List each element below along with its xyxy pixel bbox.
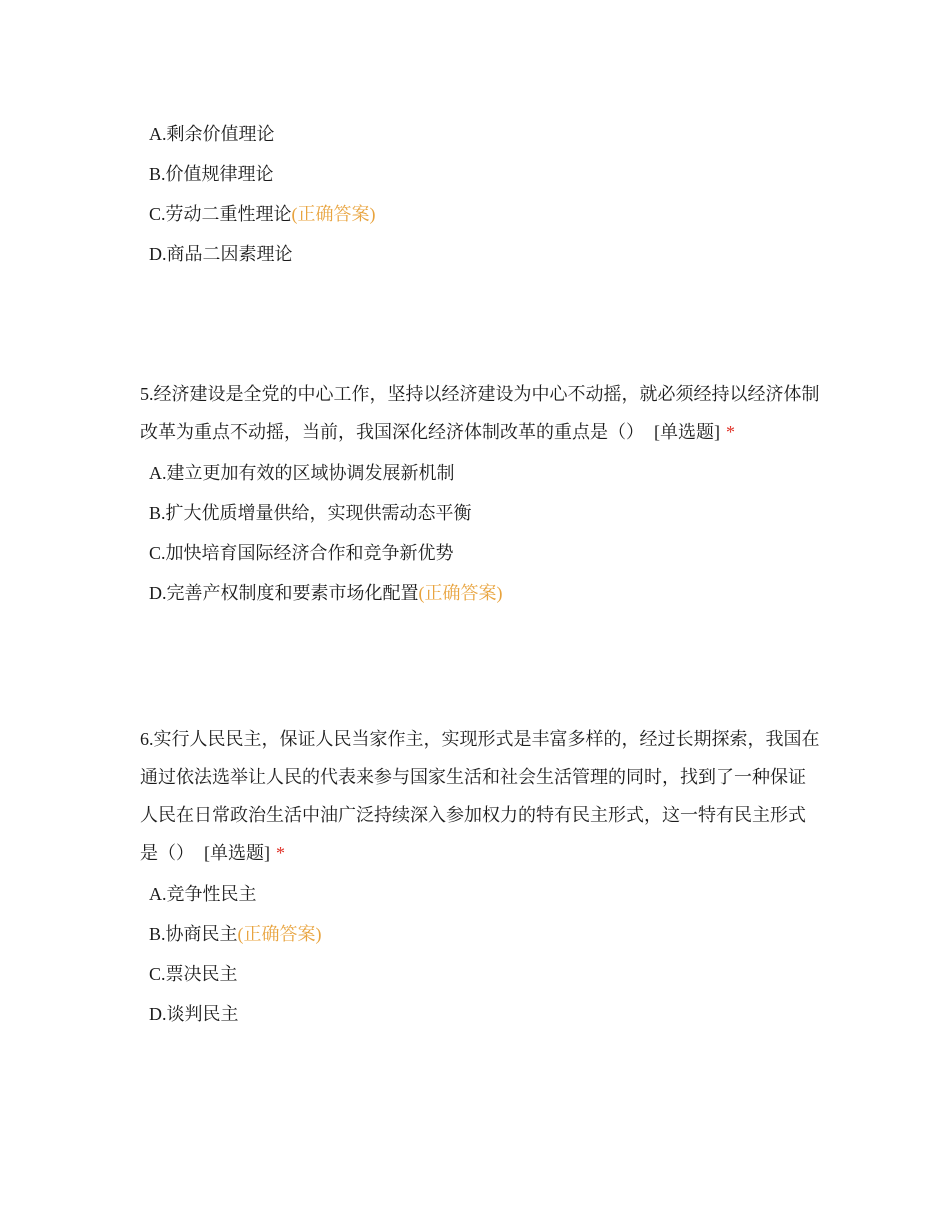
question-6-option-b: [140, 921, 820, 961]
option-text: 竞争性民主: [166, 884, 257, 904]
question-4-option-a: [140, 121, 820, 161]
option-text: 票决民主: [165, 964, 238, 984]
option-text: 剩余价值理论: [166, 124, 275, 144]
option-letter: C.: [149, 543, 166, 563]
required-mark: *: [276, 843, 285, 863]
correct-answer-tag: (正确答案): [291, 204, 376, 224]
option-text: 加快培育国际经济合作和竞争新优势: [165, 543, 454, 563]
question-5-option-d: [140, 580, 820, 620]
option-letter: C.: [149, 204, 166, 224]
question-5-option-c: [140, 540, 820, 580]
question-4-option-c: [140, 201, 820, 241]
option-text: 商品二因素理论: [166, 244, 293, 264]
option-text: 建立更加有效的区域协调发展新机制: [166, 463, 455, 483]
question-4-block: [140, 121, 820, 281]
option-letter: A.: [149, 884, 167, 904]
question-6-options: [140, 881, 820, 1041]
option-letter: B.: [149, 164, 166, 184]
question-type-label: [单选题]: [654, 422, 720, 442]
option-text: 价值规律理论: [165, 164, 274, 184]
question-5-stem: [140, 375, 820, 451]
option-text: 完善产权制度和要素市场化配置: [166, 583, 419, 603]
option-letter: C.: [149, 964, 166, 984]
option-letter: B.: [149, 924, 166, 944]
question-6-option-c: [140, 961, 820, 1001]
question-6-stem: [140, 720, 820, 872]
option-text: 协商民主: [165, 924, 238, 944]
question-5-option-a: [140, 460, 820, 500]
question-type-label: [单选题]: [204, 843, 270, 863]
question-6-block: [140, 720, 820, 1041]
question-4-option-d: [140, 241, 820, 281]
option-text: 扩大优质增量供给，实现供需动态平衡: [165, 503, 472, 523]
option-letter: A.: [149, 124, 167, 144]
option-letter: D.: [149, 583, 167, 603]
question-4-options: [140, 121, 820, 281]
option-letter: B.: [149, 503, 166, 523]
option-letter: D.: [149, 1004, 167, 1024]
question-6-option-d: [140, 1001, 820, 1041]
question-5-option-b: [140, 500, 820, 540]
option-letter: D.: [149, 244, 167, 264]
question-6-option-a: [140, 881, 820, 921]
correct-answer-tag: (正确答案): [418, 583, 503, 603]
question-5-block: [140, 375, 820, 620]
option-text: 劳动二重性理论: [165, 204, 292, 224]
option-text: 谈判民主: [166, 1004, 239, 1024]
question-4-option-b: [140, 161, 820, 201]
required-mark: *: [726, 422, 735, 442]
correct-answer-tag: (正确答案): [237, 924, 322, 944]
question-5-options: [140, 460, 820, 620]
question-text: 6.实行人民民主，保证人民当家作主，实现形式是丰富多样的，经过长期探索，我国在通过依法选举让人民的代表来参与国家生活和社会生活管理的同时，找到了一种保证人民在日常政治生活中油广泛持续深入参加权力的特有民主形式，这一特有民主形式是（）: [140, 729, 820, 863]
question-text: 5.经济建设是全党的中心工作，坚持以经济建设为中心不动摇，就必须经持以经济体制改革为重点不动摇，当前，我国深化经济体制改革的重点是（）: [140, 384, 820, 442]
option-letter: A.: [149, 463, 167, 483]
